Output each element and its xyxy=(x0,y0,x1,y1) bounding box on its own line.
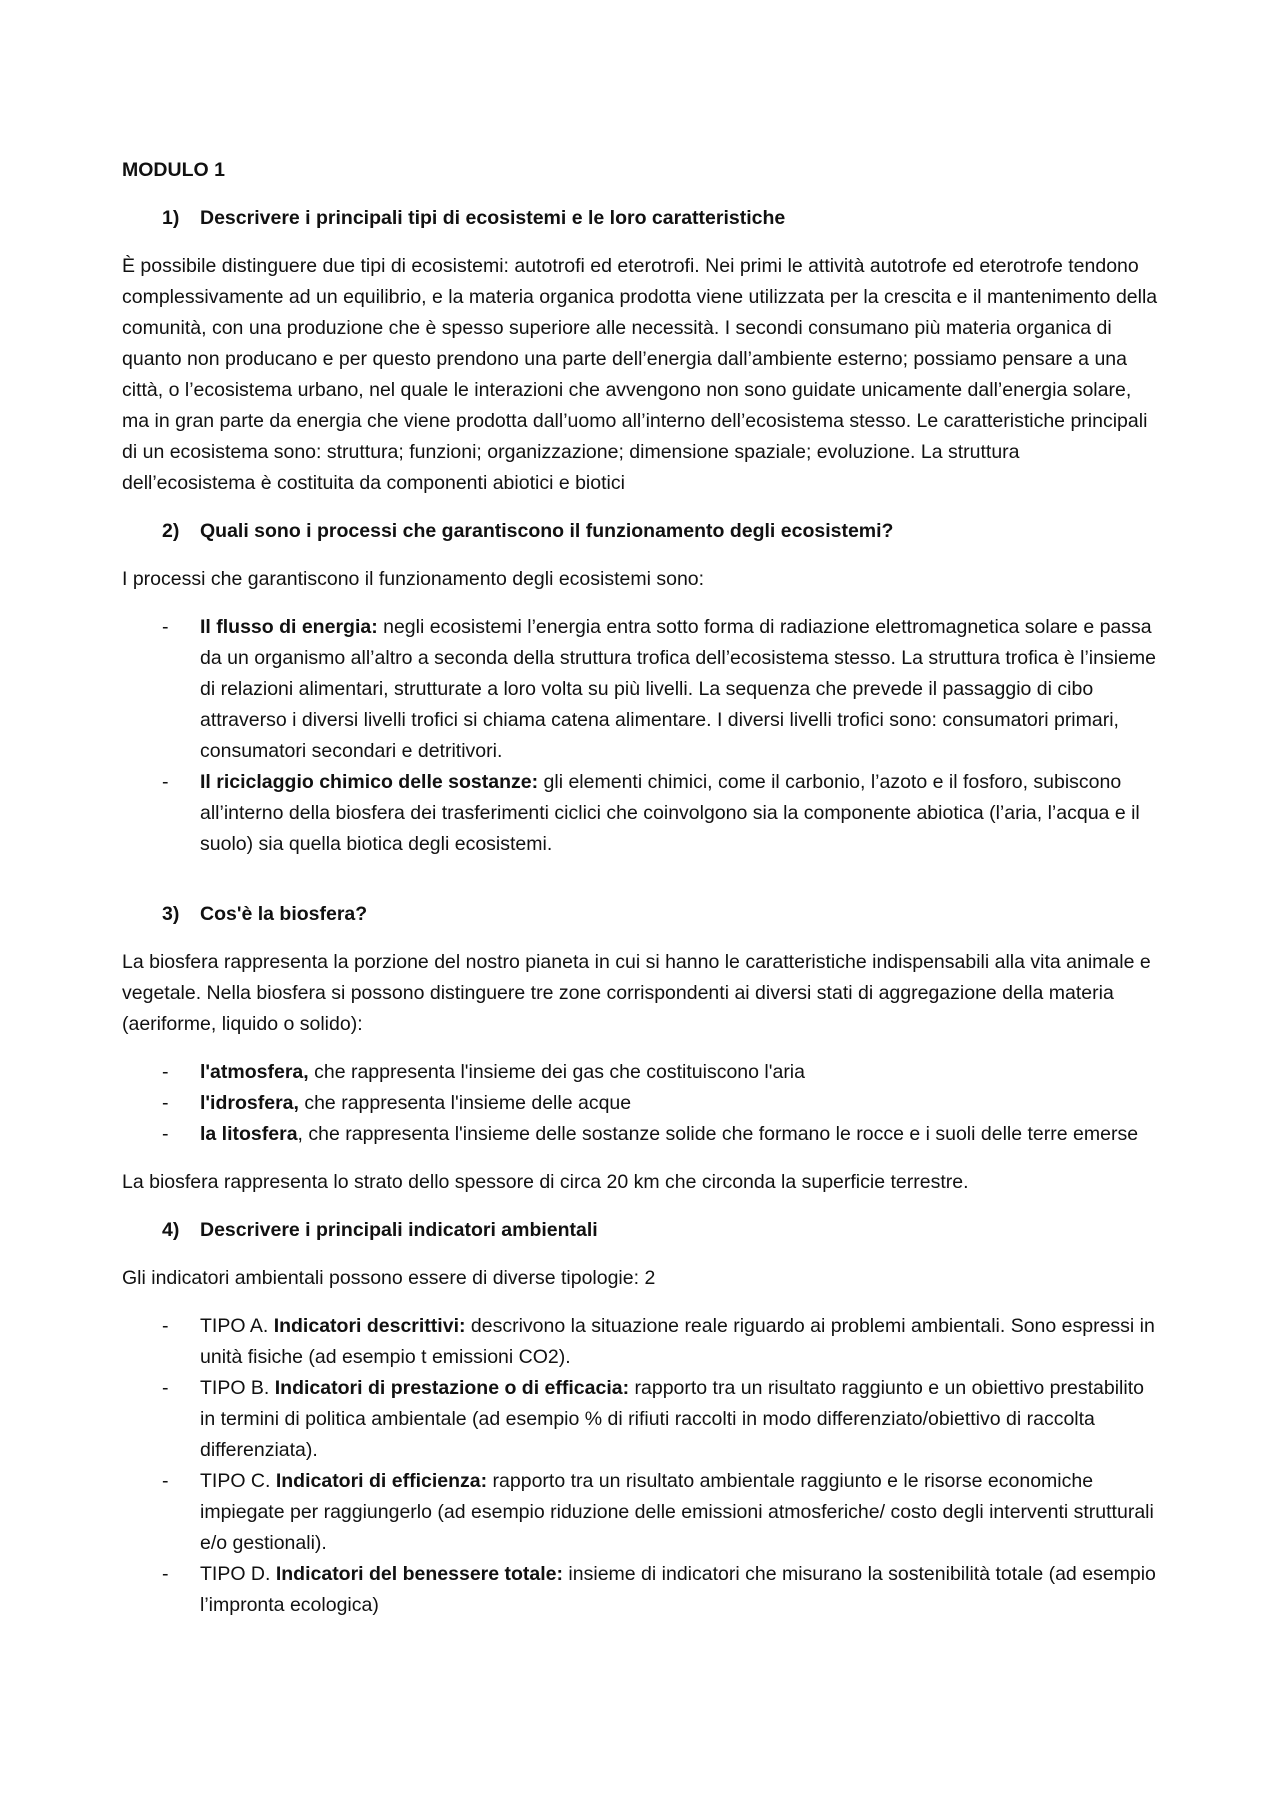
question-3-list xyxy=(122,1057,1158,1150)
list-item-prefix: TIPO B. xyxy=(200,1377,275,1399)
question-3-intro: La biosfera rappresenta la porzione del nostro pianeta in cui si hanno le caratteristiche indispensabili alla vita animale e vegetale. Nella biosfera si possono distinguere tre zone corrispondenti ai diversi stati di aggregazione della materia (aeriforme, liquido o solido): xyxy=(122,951,1151,1035)
list-item xyxy=(122,1373,1158,1466)
list-item-term: Il riciclaggio chimico delle sostanze: xyxy=(200,771,539,793)
question-text: Cos'è la biosfera? xyxy=(200,903,368,925)
list-dash: - xyxy=(162,1061,169,1083)
list-item xyxy=(122,1088,1158,1119)
list-dash: - xyxy=(162,1470,169,1492)
list-item-term: Indicatori del benessere totale: xyxy=(275,1563,564,1585)
list-item-text: negli ecosistemi l’energia entra sotto forma di radiazione elettromagnetica solare e passa da un organismo all’altro a seconda della struttura trofica dell’ecosistema stesso. La struttura trofica è l’insieme di relazioni alimentari, strutturate a loro volta su più livelli. La sequenza che prevede il passaggio di cibo attraverso i diversi livelli trofici si chiama catena alimentare. I diversi livelli trofici sono: consumatori primari, consumatori secondari e detritivori. xyxy=(200,616,1156,762)
list-dash: - xyxy=(162,1563,169,1585)
question-1-answer: È possibile distinguere due tipi di ecosistemi: autotrofi ed eterotrofi. Nei primi le attività autotrofe ed eterotrofe tendono complessivamente ad un equilibrio, e la materia organica prodotta viene utilizzata per la crescita e il mantenimento della comunità, con una produzione che è spesso superiore alle necessità. I secondi consumano più materia organica di quanto non producano e per questo prendono una parte dell’energia dall’ambiente esterno; possiamo pensare a una città, o l’ecosistema urbano, nel quale le interazioni che avvengono non sono guidate unicamente dall’energia solare, ma in gran parte da energia che viene prodotta dall’uomo all’interno dell’ecosistema stesso. Le caratteristiche principali di un ecosistema sono: struttura; funzioni; organizzazione; dimensione spaziale; evoluzione. La struttura dell’ecosistema è costituita da componenti abiotici e biotici xyxy=(122,255,1158,494)
list-dash: - xyxy=(162,1092,169,1114)
list-item-term: l'idrosfera, xyxy=(200,1092,299,1114)
list-dash: - xyxy=(162,1123,169,1145)
list-dash: - xyxy=(162,1315,169,1337)
list-item-term: Indicatori di prestazione o di efficacia: xyxy=(274,1377,630,1399)
question-2-list xyxy=(122,612,1158,860)
question-2-heading xyxy=(122,516,1158,547)
list-item-text: insieme di indicatori che misurano la sostenibilità totale (ad esempio l’impronta ecologica) xyxy=(200,1563,1156,1616)
list-item xyxy=(122,1466,1158,1559)
list-item-text: rapporto tra un risultato ambientale raggiunto e le risorse economiche impiegate per raggiungerlo (ad esempio riduzione delle emissioni atmosferiche/ costo degli interventi strutturali e/o gestionali). xyxy=(200,1470,1154,1554)
question-number: 3) xyxy=(162,903,180,925)
list-item-text: che rappresenta l'insieme dei gas che costituiscono l'aria xyxy=(308,1061,805,1083)
question-number: 2) xyxy=(162,520,180,542)
question-4-heading xyxy=(122,1215,1158,1246)
list-item-text: gli elementi chimici, come il carbonio, l’azoto e il fosforo, subiscono all’interno della biosfera dei trasferimenti ciclici che coinvolgono sia la componente abiotica (l’aria, l’acqua e il suolo) sia quella biotica degli ecosistemi. xyxy=(200,771,1140,855)
list-item-prefix: TIPO A. xyxy=(200,1315,274,1337)
list-item-text: che rappresenta l'insieme delle acque xyxy=(298,1092,632,1114)
list-item-term: Il flusso di energia: xyxy=(200,616,378,638)
list-item xyxy=(122,1559,1158,1621)
list-item-prefix: TIPO C. xyxy=(200,1470,276,1492)
spacer xyxy=(122,877,1158,899)
question-4-list xyxy=(122,1311,1158,1621)
list-item-text: descrivono la situazione reale riguardo ai problemi ambientali. Sono espressi in unità fisiche (ad esempio t emissioni CO2). xyxy=(200,1315,1155,1368)
list-item-prefix: TIPO D. xyxy=(200,1563,276,1585)
list-item-text: rapporto tra un risultato raggiunto e un obiettivo prestabilito in termini di politica ambientale (ad esempio % di rifiuti raccolti in modo differenziato/obiettivo di raccolta differenziata). xyxy=(200,1377,1144,1461)
question-number: 4) xyxy=(162,1219,180,1241)
list-dash: - xyxy=(162,771,169,793)
list-item xyxy=(122,612,1158,767)
question-2-intro: I processi che garantiscono il funzionamento degli ecosistemi sono: xyxy=(122,568,705,590)
question-text: Quali sono i processi che garantiscono il funzionamento degli ecosistemi? xyxy=(200,520,894,542)
list-item-term: Indicatori descrittivi: xyxy=(273,1315,466,1337)
list-item-text: , che rappresenta l'insieme delle sostanze solide che formano le rocce e i suoli delle terre emerse xyxy=(297,1123,1139,1145)
question-3-closing: La biosfera rappresenta lo strato dello spessore di circa 20 km che circonda la superficie terrestre. xyxy=(122,1171,969,1193)
list-item xyxy=(122,1057,1158,1088)
question-1-heading xyxy=(122,203,1158,234)
question-3-heading xyxy=(122,899,1158,930)
list-item xyxy=(122,1119,1158,1150)
list-dash: - xyxy=(162,616,169,638)
question-text: Descrivere i principali tipi di ecosistemi e le loro caratteristiche xyxy=(200,207,786,229)
list-item xyxy=(122,767,1158,860)
list-dash: - xyxy=(162,1377,169,1399)
question-text: Descrivere i principali indicatori ambientali xyxy=(200,1219,598,1241)
list-item xyxy=(122,1311,1158,1373)
list-item-term: Indicatori di efficienza: xyxy=(275,1470,488,1492)
list-item-term: la litosfera xyxy=(200,1123,298,1145)
question-4-intro: Gli indicatori ambientali possono essere di diverse tipologie: 2 xyxy=(122,1267,656,1289)
question-number: 1) xyxy=(162,207,180,229)
document-title: MODULO 1 xyxy=(122,159,225,181)
list-item-term: l'atmosfera, xyxy=(200,1061,309,1083)
